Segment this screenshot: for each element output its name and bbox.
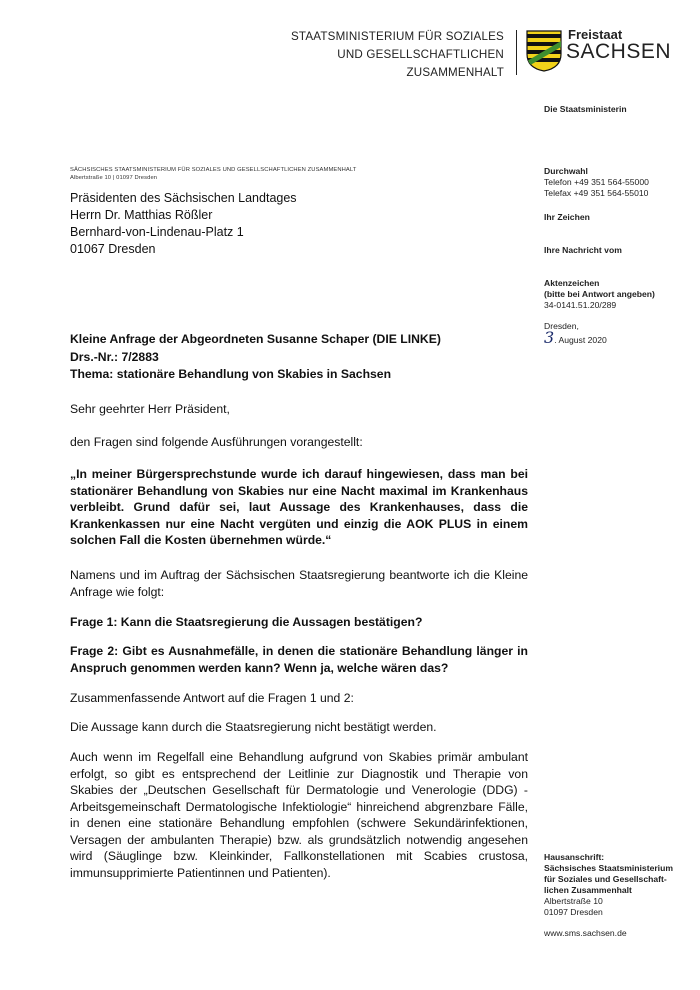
sender-line-2: Albertstraße 10 | 01097 Dresden xyxy=(70,175,158,181)
subject-line-2: Drs.-Nr.: 7/2883 xyxy=(70,349,159,364)
recipient-line-3: Bernhard-von-Lindenau-Platz 1 xyxy=(70,225,244,239)
ihr-zeichen-label: Ihr Zeichen xyxy=(544,212,590,222)
saxony-crest-icon xyxy=(526,30,562,72)
footer-address-5: 01097 Dresden xyxy=(544,907,603,917)
namens-text: Namens und im Auftrag der Sächsischen Staatsregierung beantworte ich die Kleine Anfrage wie folgt: xyxy=(70,568,528,599)
footer-address-2: für Soziales und Gesellschaft- xyxy=(544,874,667,884)
salutation: Sehr geehrter Herr Präsident, xyxy=(70,402,230,416)
zusammenfassende-antwort-label: Zusammenfassende Antwort auf die Fragen 1 und 2: xyxy=(70,691,354,705)
aktenzeichen-label: Aktenzeichen xyxy=(544,278,600,288)
subject-line-3: Thema: stationäre Behandlung von Skabies in Sachsen xyxy=(70,367,392,381)
recipient-line-2: Herrn Dr. Matthias Rößler xyxy=(70,208,213,222)
recipient-line-4: 01067 Dresden xyxy=(70,242,156,256)
footer-address-1: Sächsisches Staatsministerium xyxy=(544,863,673,873)
frage-1: Frage 1: Kann die Staatsregierung die Aussagen bestätigen? xyxy=(70,615,423,629)
date-block xyxy=(544,321,694,346)
intro-text: den Fragen sind folgende Ausführungen vorangestellt: xyxy=(70,435,363,449)
subject-block xyxy=(70,331,441,384)
hausanschrift-label: Hausanschrift: xyxy=(544,852,605,862)
quoted-statement: „In meiner Bürgersprechstunde wurde ich darauf hingewiesen, dass man bei stationärer Behandlung von Skabies nur eine Nacht maximal im Krankenhaus verbleibt. Grund dafür sei, laut Aussage des Krankenhauses, dass die Krankenkassen nur eine Nacht vergüten und einzig die AOK PLUS in einem solchen Fall die Kosten übernehmen würde.“ xyxy=(70,467,528,547)
ministry-name xyxy=(290,28,504,82)
telefax: Telefax +49 351 564-55010 xyxy=(544,188,649,198)
aktenzeichen-hint: (bitte bei Antwort angeben) xyxy=(544,289,655,299)
durchwahl-label: Durchwahl xyxy=(544,166,588,176)
date-day-handwritten: 3 xyxy=(544,328,555,347)
ihre-nachricht-label: Ihre Nachricht vom xyxy=(544,245,622,255)
date-rest: . August 2020 xyxy=(554,335,607,345)
aktenzeichen-block xyxy=(544,278,694,311)
sachsen-label: SACHSEN xyxy=(566,40,672,63)
frage-2: Frage 2: Gibt es Ausnahmefälle, in denen die stationäre Behandlung länger in Anspruch genommen werden kann? Wenn ja, welche wären das? xyxy=(70,644,528,675)
dresden-label: Dresden, xyxy=(544,321,579,331)
sender-line-1: SÄCHSISCHES STAATSMINISTERIUM FÜR SOZIALES UND GESELLSCHAFTLICHEN ZUSAMMENHALT xyxy=(70,167,357,173)
recipient-address xyxy=(70,190,297,258)
antwort-text: Auch wenn im Regelfall eine Behandlung aufgrund von Skabies primär ambulant erfolgt, so gibt es entsprechend der Leitlinie zur Diagnostik und Therapie von Skabies der „Deutschen Gesellschaft für Dermatologie und Venerologie (DDG) - Arbeitsgemeinschaft Dermatologische Infektiologie“ hinreichend abgrenzbare Fälle, in denen eine stationäre Behandlung empfohlen (schwere Sekundärinfektionen, Versagen der ambulanten Therapie) bzw. als grundsätzlich notwendig angesehen wird (Säuglinge bzw. Kleinkinder, Fallkonstellationen mit Scabies crustosa, immunsupprimierte Patientinnen und Patienten). xyxy=(70,750,528,880)
aussage-text: Die Aussage kann durch die Staatsregierung nicht bestätigt werden. xyxy=(70,720,437,734)
aktenzeichen-value: 34-0141.51.20/289 xyxy=(544,300,617,310)
header-divider xyxy=(516,30,517,75)
website-link[interactable]: www.sms.sachsen.de xyxy=(544,928,627,938)
ministry-line-1: STAATSMINISTERIUM FÜR SOZIALES xyxy=(291,30,504,43)
telefon: Telefon +49 351 564-55000 xyxy=(544,177,649,187)
recipient-line-1: Präsidenten des Sächsischen Landtages xyxy=(70,191,297,205)
subject-line-1: Kleine Anfrage der Abgeordneten Susanne Schaper (DIE LINKE) xyxy=(70,332,441,346)
hausanschrift-block xyxy=(544,852,694,918)
ministry-line-3: ZUSAMMENHALT xyxy=(406,66,504,79)
ministry-line-2: UND GESELLSCHAFTLICHEN xyxy=(337,48,504,61)
contact-block xyxy=(544,166,694,199)
sender-address xyxy=(70,166,356,182)
freistaat-label: Freistaat xyxy=(568,27,623,42)
footer-address-4: Albertstraße 10 xyxy=(544,896,603,906)
die-staatsministerin: Die Staatsministerin xyxy=(544,104,627,114)
footer-address-3: lichen Zusammenhalt xyxy=(544,885,632,895)
